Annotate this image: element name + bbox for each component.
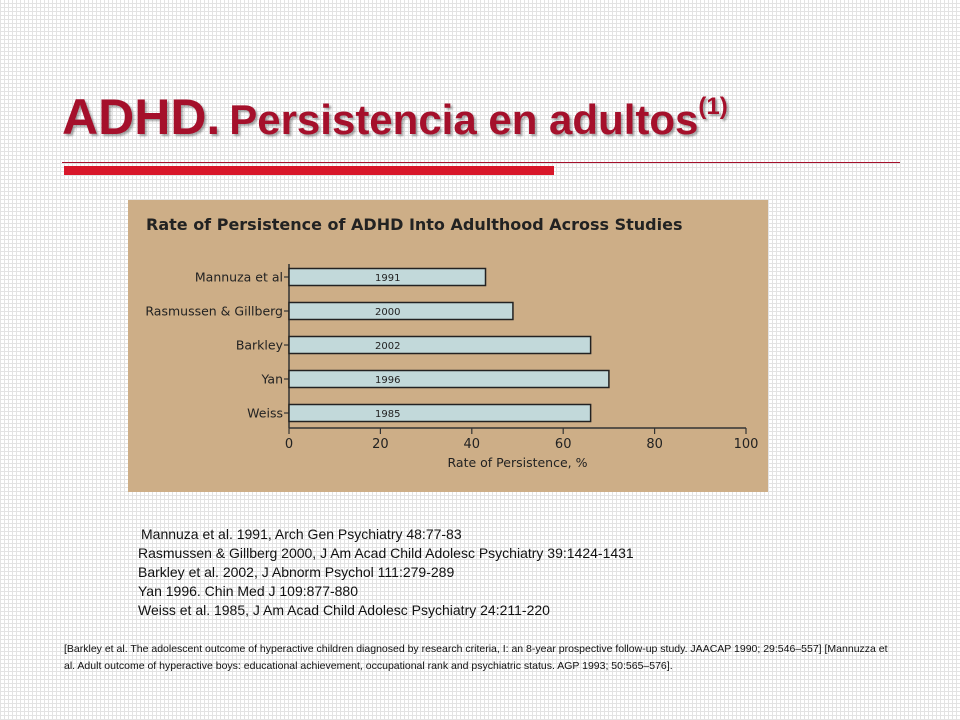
category-label: Weiss (247, 405, 283, 421)
category-label: Yan (261, 371, 283, 387)
x-tick-label: 80 (646, 437, 663, 452)
reference-item: Weiss et al. 1985, J Am Acad Child Adolesc Psychiatry 24:211-220 (138, 602, 550, 618)
reference-item: Yan 1996. Chin Med J 109:877-880 (138, 583, 359, 599)
persistence-bar-chart (128, 200, 768, 492)
title-main: ADHD. (62, 89, 221, 145)
bar-year-label: 2000 (375, 307, 401, 318)
chart-title: Rate of Persistence of ADHD Into Adulthood Across Studies (146, 215, 683, 234)
x-tick-label: 0 (284, 437, 294, 452)
title-superscript: (1) (698, 93, 728, 120)
category-label: Barkley (235, 337, 283, 353)
x-tick-label: 40 (463, 437, 481, 452)
title-underline-thin (62, 162, 900, 163)
bar (289, 303, 513, 320)
page-title (62, 88, 728, 146)
category-label: Mannuza et al (194, 269, 283, 285)
reference-item: Barkley et al. 2002, J Abnorm Psychol 111:279-289 (138, 564, 455, 580)
x-tick-label: 100 (733, 437, 759, 452)
bar-year-label: 1991 (375, 273, 401, 284)
bar (289, 337, 591, 354)
bar (289, 371, 609, 388)
x-tick-label: 20 (372, 437, 389, 452)
bar-year-label: 1996 (375, 375, 401, 386)
x-axis-label: Rate of Persistence, % (447, 455, 588, 470)
references-list (138, 525, 898, 620)
title-rest: Persistencia en adultos (229, 96, 699, 143)
bar-year-label: 2002 (375, 341, 401, 352)
x-tick-label: 60 (554, 437, 572, 452)
title-underline-thick (64, 166, 554, 175)
category-label: Rasmussen & Gillberg (145, 303, 283, 319)
chart-panel (128, 200, 768, 492)
bar (289, 405, 591, 422)
bar-year-label: 1985 (375, 409, 401, 420)
reference-item: Mannuza et al. 1991, Arch Gen Psychiatry 48:77-83 (141, 526, 462, 542)
footnote: [Barkley et al. The adolescent outcome of hyperactive children diagnosed by research criteria, I: an 8-year prospective follow-up study. JAACAP 1990; 29:546–557] [Mannuzza et al. Adult outcome of hyperactive boys: educational achievement, occupational rank and psychiatric status. AGP 1993; 50:565–576]. (64, 643, 888, 672)
reference-item: Rasmussen & Gillberg 2000, J Am Acad Child Adolesc Psychiatry 39:1424-1431 (138, 545, 634, 561)
